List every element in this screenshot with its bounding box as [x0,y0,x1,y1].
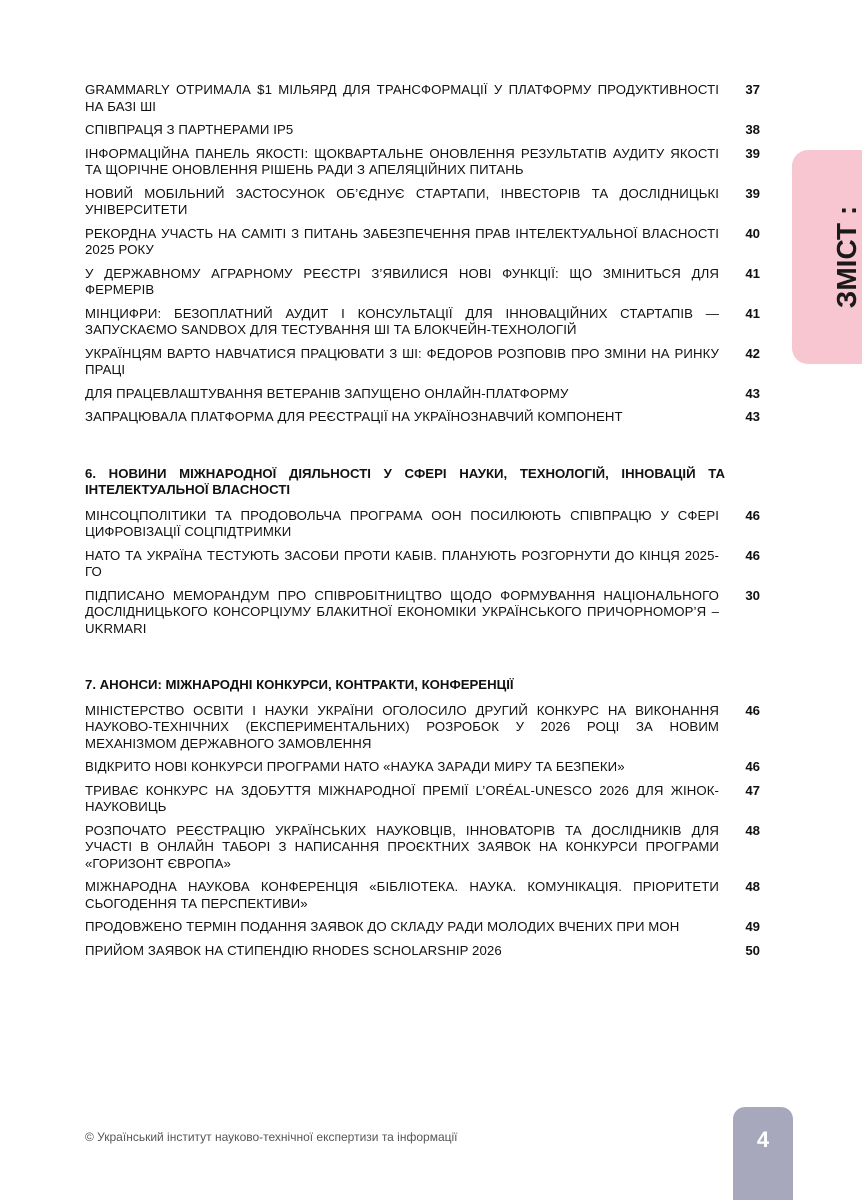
toc-entry-page: 41 [745,305,760,321]
toc-entry[interactable] [85,266,760,299]
toc-entry[interactable] [85,919,760,936]
toc-entry-title: ВІДКРИТО НОВІ КОНКУРСИ ПРОГРАМИ НАТО «НАУКА ЗАРАДИ МИРУ ТА БЕЗПЕКИ» [85,759,625,774]
contents-side-tab [792,150,862,364]
section-7-heading: 7. АНОНСИ: МІЖНАРОДНІ КОНКУРСИ, КОНТРАКТИ, КОНФЕРЕНЦІЇ [85,677,514,692]
toc-entry[interactable] [85,306,760,339]
toc-entry-page: 46 [745,702,760,718]
toc-entry-page: 40 [745,225,760,241]
toc-entry-page: 30 [745,587,760,603]
toc-entry-page: 50 [745,942,760,958]
toc-entry[interactable] [85,703,760,753]
toc-entry-title: ДЛЯ ПРАЦЕВЛАШТУВАННЯ ВЕТЕРАНІВ ЗАПУЩЕНО ОНЛАЙН-ПЛАТФОРМУ [85,385,569,401]
toc-entry-title: МІНСОЦПОЛІТИКИ ТА ПРОДОВОЛЬЧА ПРОГРАМА ООН ПОСИЛЮЮТЬ СПІВПРАЦЮ У СФЕРІ ЦИФРОВІЗАЦІЇ СОЦПІДТРИМКИ [85,507,719,539]
toc-entry-page: 43 [745,409,760,424]
toc-entry-title: СПІВПРАЦЯ З ПАРТНЕРАМИ ІР5 [85,122,294,137]
toc-entry-title: МІНЦИФРИ: БЕЗОПЛАТНИЙ АУДИТ І КОНСУЛЬТАЦІЇ ДЛЯ ІННОВАЦІЙНИХ СТАРТАПІВ — ЗАПУСКАЄМО SANDBOX ДЛЯ ТЕСТУВАННЯ ШІ ТА БЛОКЧЕЙН-ТЕХНОЛОГІЙ [85,305,719,337]
toc-entry-page: 47 [745,782,760,798]
toc-entry[interactable] [85,943,760,960]
toc-entry[interactable] [85,548,760,581]
toc-entry-page: 39 [745,145,760,161]
toc-entry-title: НОВИЙ МОБІЛЬНИЙ ЗАСТОСУНОК ОБ’ЄДНУЄ СТАРТАПИ, ІНВЕСТОРІВ ТА ДОСЛІДНИЦЬКІ УНІВЕРСИТЕТИ [85,185,719,217]
toc-entry-title: НАТО ТА УКРАЇНА ТЕСТУЮТЬ ЗАСОБИ ПРОТИ КАБІВ. ПЛАНУЮТЬ РОЗГОРНУТИ ДО КІНЦЯ 2025-ГО [85,547,719,579]
toc-entry[interactable] [85,879,760,912]
section-6-list [85,508,760,638]
toc-entry-title: ПІДПИСАНО МЕМОРАНДУМ ПРО СПІВРОБІТНИЦТВО ЩОДО ФОРМУВАННЯ НАЦІОНАЛЬНОГО ДОСЛІДНИЦЬКОГО КОНСОРЦІУМУ БЛАКИТНОЇ ЕКОНОМІКИ УКРАЇНСЬКОГО ПРИЧОРНОМОР’Я – UKRMARI [85,587,719,636]
toc-entry-page: 46 [745,759,760,774]
toc-entry[interactable] [85,226,760,259]
toc-entry-page: 43 [745,385,760,401]
contents-side-tab-label: ЗМІСТ : [831,205,862,309]
toc-entry-page: 46 [745,507,760,523]
toc-entry[interactable] [85,146,760,179]
toc-entry[interactable] [85,82,760,115]
toc-entry-title: ЗАПРАЦЮВАЛА ПЛАТФОРМА ДЛЯ РЕЄСТРАЦІЇ НА УКРАЇНОЗНАВЧИЙ КОМПОНЕНТ [85,409,623,424]
toc-entry-page: 39 [745,185,760,201]
toc-entry-title: ПРОДОВЖЕНО ТЕРМІН ПОДАННЯ ЗАЯВОК ДО СКЛАДУ РАДИ МОЛОДИХ ВЧЕНИХ ПРИ МОН [85,919,680,934]
toc-entry[interactable] [85,386,760,403]
toc-top-list [85,82,760,426]
toc-entry-page: 49 [745,919,760,934]
toc-entry-page: 48 [745,879,760,894]
toc-entry-title: МІЖНАРОДНА НАУКОВА КОНФЕРЕНЦІЯ «БІБЛІОТЕКА. НАУКА. КОМУНІКАЦІЯ. ПРІОРИТЕТИ СЬОГОДЕННЯ ТА ПЕРСПЕКТИВИ» [85,879,719,911]
toc-entry-page: 38 [745,122,760,137]
toc-entry[interactable] [85,186,760,219]
toc-entry[interactable] [85,759,760,776]
page-number: 4 [733,1107,793,1200]
section-6-heading: 6. НОВИНИ МІЖНАРОДНОЇ ДІЯЛЬНОСТІ У СФЕРІ НАУКИ, ТЕХНОЛОГІЙ, ІННОВАЦІЙ ТА ІНТЕЛЕКТУАЛЬНОЇ ВЛАСНОСТІ [85,465,725,497]
toc-entry[interactable] [85,783,760,816]
toc-entry-page: 41 [745,265,760,281]
toc-entry[interactable] [85,122,760,139]
toc-entry-title: ТРИВАЄ КОНКУРС НА ЗДОБУТТЯ МІЖНАРОДНОЇ ПРЕМІЇ L’ORÉAL-UNESCO 2026 ДЛЯ ЖІНОК-НАУКОВИЦЬ [85,782,719,814]
toc-entry-page: 37 [745,82,760,97]
section-7-list [85,703,760,960]
footer-copyright: © Український інститут науково-технічної експертизи та інформації [85,1130,458,1144]
toc-entry-title: У ДЕРЖАВНОМУ АГРАРНОМУ РЕЄСТРІ З’ЯВИЛИСЯ НОВІ ФУНКЦІЇ: ЩО ЗМІНИТЬСЯ ДЛЯ ФЕРМЕРІВ [85,265,719,297]
table-of-contents [85,82,760,966]
toc-entry[interactable] [85,346,760,379]
toc-entry-page: 48 [745,822,760,838]
toc-entry-title: ПРИЙОМ ЗАЯВОК НА СТИПЕНДІЮ RHODES SCHOLARSHIP 2026 [85,942,502,958]
toc-entry[interactable] [85,508,760,541]
toc-entry[interactable] [85,588,760,638]
toc-entry-page: 42 [745,345,760,361]
toc-entry[interactable] [85,823,760,873]
toc-entry-page: 46 [745,547,760,563]
toc-entry-title: ІНФОРМАЦІЙНА ПАНЕЛЬ ЯКОСТІ: ЩОКВАРТАЛЬНЕ ОНОВЛЕННЯ РЕЗУЛЬТАТІВ АУДИТУ ЯКОСТІ ТА ЩОРІЧНЕ ОНОВЛЕННЯ РІШЕНЬ РАДИ З АПЕЛЯЦІЙНИХ ПИТАНЬ [85,145,719,177]
toc-entry-title: GRAMMARLY ОТРИМАЛА $1 МІЛЬЯРД ДЛЯ ТРАНСФОРМАЦІЇ У ПЛАТФОРМУ ПРОДУКТИВНОСТІ НА БАЗІ ШІ [85,82,719,114]
toc-entry[interactable] [85,409,760,426]
toc-entry-title: РЕКОРДНА УЧАСТЬ НА САМІТІ З ПИТАНЬ ЗАБЕЗПЕЧЕННЯ ПРАВ ІНТЕЛЕКТУАЛЬНОЇ ВЛАСНОСТІ 2025 РОКУ [85,225,719,257]
toc-entry-title: УКРАЇНЦЯМ ВАРТО НАВЧАТИСЯ ПРАЦЮВАТИ З ШІ: ФЕДОРОВ РОЗПОВІВ ПРО ЗМІНИ НА РИНКУ ПРАЦІ [85,345,719,377]
toc-entry-title: МІНІСТЕРСТВО ОСВІТИ І НАУКИ УКРАЇНИ ОГОЛОСИЛО ДРУГИЙ КОНКУРС НА ВИКОНАННЯ НАУКОВО-ТЕХНІЧНИХ (ЕКСПЕРИМЕНТАЛЬНИХ) РОЗРОБОК У 2026 РОЦІ ЗА НОВИМ МЕХАНІЗМОМ ДЕРЖАВНОГО ЗАМОВЛЕННЯ [85,702,719,751]
toc-entry-title: РОЗПОЧАТО РЕЄСТРАЦІЮ УКРАЇНСЬКИХ НАУКОВЦІВ, ІННОВАТОРІВ ТА ДОСЛІДНИКІВ ДЛЯ УЧАСТІ В ОНЛАЙН ТАБОРІ З НАПИСАННЯ ПРОЄКТНИХ ЗАЯВОК НА КОНКУРСИ ПРОГРАМИ «ГОРИЗОНТ ЄВРОПА» [85,822,719,871]
